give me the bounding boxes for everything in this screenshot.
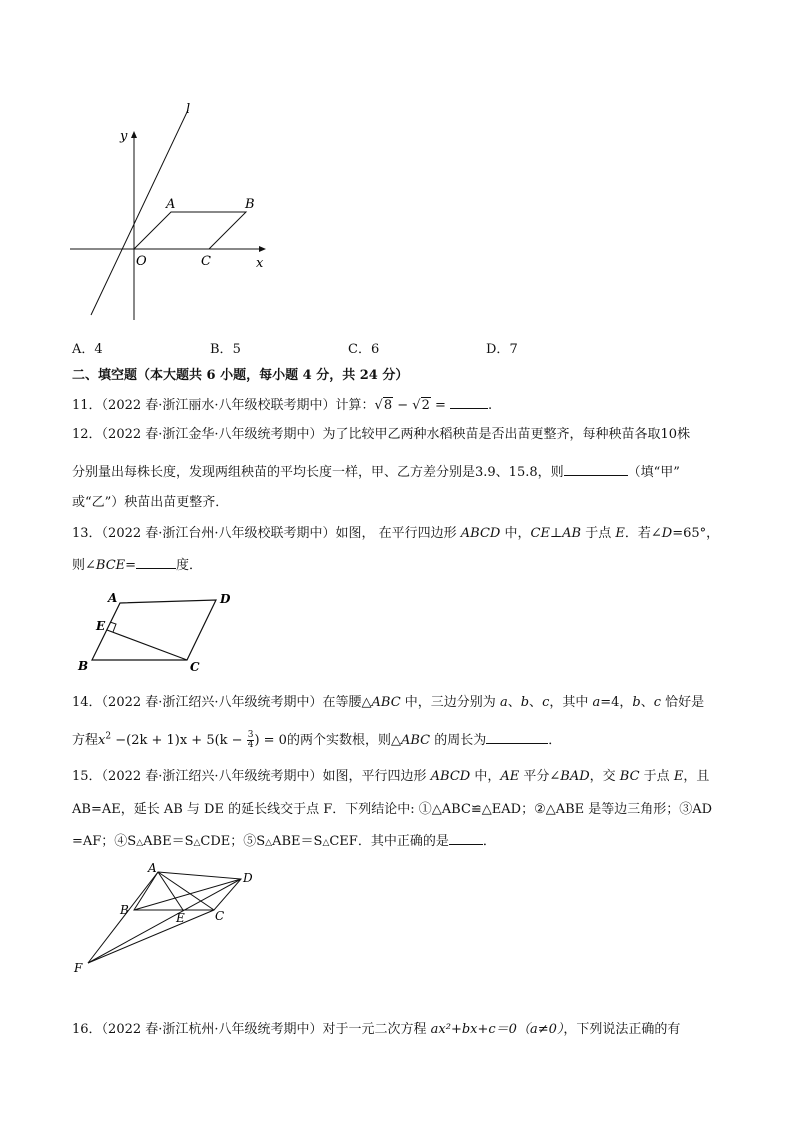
label-l: l: [186, 102, 191, 117]
segment-fc: [88, 910, 214, 963]
question-12-line1: 12．（2022 春·浙江金华·八年级统考期中）为了比较甲乙两种水稻秧苗是否出苗更整齐，每种秧苗各取10株: [72, 427, 691, 442]
label-f: F: [74, 961, 83, 975]
option-c[interactable]: C．6: [348, 342, 380, 357]
question-13-line2: 则∠BCE= 度．: [72, 558, 203, 573]
question-14-line1: 14．（2022 春·浙江绍兴·八年级统考期中）在等腰△ABC 中，三边分别为 a、b、c，其中 a=4，b、c 恰好是: [72, 695, 705, 710]
question-15-line2: AB=AE，延长 AB 与 DE 的延长线交于点 F．下列结论中: ①△ABC≌△EAD；②△ABE 是等边三角形；③AD: [72, 802, 713, 817]
label-c: C: [190, 660, 200, 674]
x-axis-arrow-icon: [259, 246, 266, 252]
label-o: O: [136, 254, 147, 269]
option-d[interactable]: D．7: [486, 342, 518, 357]
parallelogram-figure: [70, 588, 245, 678]
segment-bd: [134, 879, 241, 910]
option-b[interactable]: B．5: [210, 342, 241, 357]
question-12-line3: 或“乙”）秧苗出苗更整齐．: [72, 495, 229, 510]
label-a: A: [108, 591, 118, 605]
question-11: 11．（2022 春·浙江丽水·八年级校联考期中）计算：√8 − √2 = .: [72, 398, 493, 413]
y-axis-arrow-icon: [131, 131, 137, 138]
label-a: A: [166, 197, 176, 212]
label-b: B: [245, 197, 255, 212]
question-14-line2: 方程$x^2 -(2k + 1)x + 5(k$ − $\frac{3}{4}$ ) = 0的两个实数根，则△ABC 的周长为 ．: [72, 730, 562, 750]
parallelogram-abcd: [92, 600, 216, 660]
parallelogram-extension-figure: [68, 860, 268, 975]
segment-ac: [158, 872, 214, 910]
answer-blank-15[interactable]: [449, 832, 483, 845]
answer-blank-12[interactable]: [564, 463, 628, 476]
label-e: E: [176, 911, 185, 925]
label-c: C: [201, 254, 211, 269]
question-16-line1: 16．（2022 春·浙江杭州·八年级统考期中）对于一元二次方程 ax²+bx+c＝0（a≠0），下列说法正确的有: [72, 1022, 681, 1037]
option-a[interactable]: A．4: [72, 342, 103, 357]
label-b: B: [78, 659, 89, 673]
question-12-line2: 分别量出每株长度，发现两组秧苗的平均长度一样，甲、乙方差分别是3.9、15.8，则 （填“甲”: [72, 465, 680, 480]
question-15-line1: 15．（2022 春·浙江绍兴·八年级统考期中）如图，平行四边形 ABCD 中，AE 平分∠BAD，交 BC 于点 E，且: [72, 769, 710, 784]
section-heading: 二、填空题（本大题共 6 小题，每小题 4 分，共 24 分）: [72, 368, 409, 383]
answer-blank-14[interactable]: [486, 731, 548, 744]
segment-ce: [107, 630, 187, 660]
question-13-line1: 13．（2022 春·浙江台州·八年级校联考期中）如图， 在平行四边形 ABCD 中，CE⊥AB 于点 E．若∠D=65°，: [72, 526, 720, 541]
label-y: y: [120, 129, 128, 144]
label-d: D: [220, 592, 231, 606]
label-c: C: [215, 909, 225, 923]
label-d: D: [243, 871, 253, 885]
segment-ae: [158, 872, 183, 910]
parallelogram-abcd: [134, 872, 241, 910]
parallelogram-oabc: [134, 212, 246, 249]
label-a: A: [148, 861, 157, 875]
label-b: B: [120, 903, 129, 917]
answer-blank-11[interactable]: [450, 396, 488, 409]
question-15-line3: =AF；④S△ABE＝S△CDE；⑤S△ABE＝S△CEF．其中正确的是 ．: [72, 834, 496, 849]
coordinate-figure: [60, 95, 280, 325]
answer-blank-13[interactable]: [136, 556, 176, 569]
label-x: x: [256, 256, 264, 271]
label-e: E: [96, 619, 106, 633]
fraction-three-quarters: $\frac{3}{4}$: [247, 730, 254, 750]
right-angle-mark: [110, 622, 116, 632]
segment-fa: [88, 872, 158, 963]
